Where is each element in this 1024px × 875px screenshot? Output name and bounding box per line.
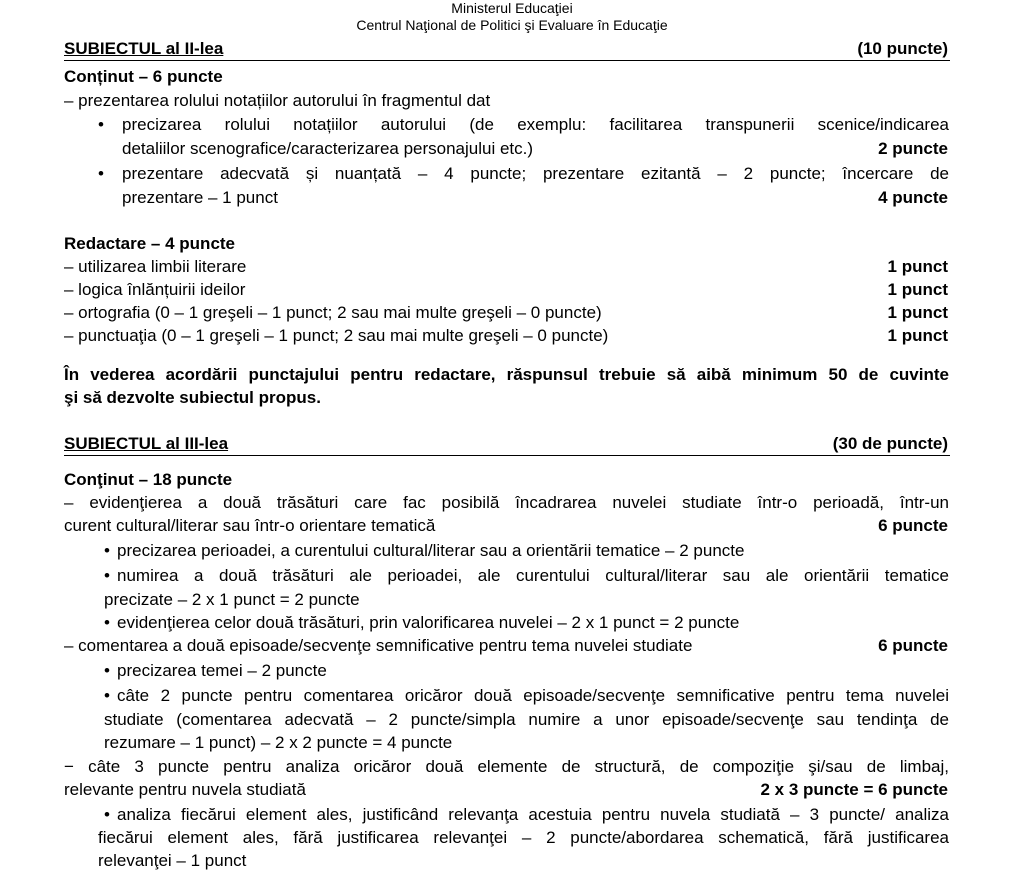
- bullet-icon: •: [98, 164, 104, 183]
- section-2-title: [64, 38, 223, 60]
- s3-item-a-line-2: curent cultural/literar sau într-o orientare tematică: [64, 516, 436, 535]
- s3-item-c-bullet-1-line-1: analiza fiecărui element ales, justificând relevanţa acestuia pentru nuvela studiată – 3 puncte/ analiza: [117, 805, 949, 824]
- redactare-item-2: – logica înlănțuirii ideilor: [64, 280, 246, 299]
- redactare-note-line-2: şi să dezvolte subiectul propus.: [64, 388, 321, 407]
- redactare-item-3-points: 1 punct: [887, 303, 948, 322]
- s3-item-c-line-1: − câte 3 puncte pentru analiza oricăror două elemente de structură, de compoziţie şi/sau de limbaj,: [64, 757, 949, 776]
- s2-bullet-1-line-2: detaliilor scenografice/caracterizarea personajului etc.): [122, 139, 534, 158]
- s2-bullet-2-line-2: prezentare – 1 punct: [122, 188, 278, 207]
- s3-item-b-bullet-2-line-1: câte 2 puncte pentru comentarea oricăror două episoade/secvenţe semnificative pentru tema nuvelei: [117, 686, 949, 705]
- bullet-icon: •: [98, 115, 104, 134]
- s3-item-a-line-1: – evidenţierea a două trăsături care fac posibilă încadrarea nuvelei studiate într-o perioadă, într-un: [64, 493, 949, 512]
- redactare-item-1: – utilizarea limbii literare: [64, 257, 247, 276]
- bullet-icon: •: [104, 541, 110, 560]
- s3-item-b-bullet-2-line-3: rezumare – 1 punct) – 2 x 2 puncte = 4 puncte: [104, 733, 453, 752]
- s3-item-c-line-2: relevante pentru nuvela studiată: [64, 780, 306, 799]
- s3-item-a-bullet-2-line-2: precizate – 2 x 1 punct = 2 puncte: [104, 590, 360, 609]
- section-2-title-text: SUBIECTUL al II-lea: [64, 39, 224, 58]
- center-name: Centrul Naţional de Politici şi Evaluare în Educaţie: [356, 17, 668, 33]
- bullet-icon: •: [104, 566, 110, 585]
- section-3-points: (30 de puncte): [832, 434, 948, 453]
- section-3-rule: [64, 455, 950, 456]
- s3-item-a-bullet-1: precizarea perioadei, a curentului cultural/literar sau a orientării tematice – 2 puncte: [117, 541, 745, 560]
- bullet-icon: •: [104, 613, 110, 632]
- s3-item-c-points: 2 x 3 puncte = 6 puncte: [760, 780, 948, 799]
- s2-bullet-2-line-1: prezentare adecvată și nuanțată – 4 puncte; prezentare ezitantă – 2 puncte; încercare de: [122, 164, 949, 183]
- redactare-note-line-1: În vederea acordării punctajului pentru redactare, răspunsul trebuie să aibă minimum 50 de cuvinte: [64, 365, 949, 384]
- s3-item-b-line-1: – comentarea a două episoade/secvenţe semnificative pentru tema nuvelei studiate: [64, 636, 693, 655]
- section-3-title: [64, 433, 228, 455]
- s3-item-b-bullet-1: precizarea temei – 2 puncte: [117, 661, 327, 680]
- section-2-item-1: – prezentarea rolului notațiilor autorului în fragmentul dat: [64, 91, 491, 110]
- redactare-item-3: – ortografia (0 – 1 greşeli – 1 punct; 2 sau mai multe greşeli – 0 puncte): [64, 303, 602, 322]
- section-2-redactare-heading: Redactare – 4 puncte: [64, 234, 236, 253]
- redactare-item-2-points: 1 punct: [887, 280, 948, 299]
- redactare-item-1-points: 1 punct: [887, 257, 948, 276]
- section-2-continut-heading: Conținut – 6 puncte: [64, 67, 223, 86]
- s3-item-a-bullet-2-line-1: numirea a două trăsături ale perioadei, ale curentului cultural/literar sau ale orientării tematice: [117, 566, 949, 585]
- ministry-name: Ministerul Educaţiei: [451, 0, 573, 16]
- s2-bullet-1-line-1: precizarea rolului notațiilor autorului (de exemplu: facilitarea transpunerii scenice/indicarea: [122, 115, 949, 134]
- bullet-icon: •: [104, 686, 110, 705]
- section-3-title-text: SUBIECTUL al III-lea: [64, 434, 229, 453]
- redactare-item-4: – punctuaţia (0 – 1 greşeli – 1 punct; 2 sau mai multe greşeli – 0 puncte): [64, 326, 609, 345]
- s3-item-b-points: 6 puncte: [878, 636, 948, 655]
- section-3-continut-heading: Conţinut – 18 puncte: [64, 470, 233, 489]
- section-2-rule: [64, 60, 950, 61]
- s2-bullet-1-points: 2 puncte: [878, 139, 948, 158]
- redactare-item-4-points: 1 punct: [887, 326, 948, 345]
- s3-item-a-bullet-3: evidenţierea celor două trăsături, prin valorificarea nuvelei – 2 x 1 punct = 2 puncte: [117, 613, 740, 632]
- bullet-icon: •: [104, 805, 110, 824]
- s2-bullet-2-points: 4 puncte: [878, 188, 948, 207]
- bullet-icon: •: [104, 661, 110, 680]
- s3-item-a-points: 6 puncte: [878, 516, 948, 535]
- s3-item-c-bullet-1-line-3: relevanţei – 1 punct: [98, 851, 247, 870]
- section-2-points: (10 puncte): [857, 39, 948, 58]
- s3-item-c-bullet-1-line-2: fiecărui element ales, fără justificarea relevanţei – 2 puncte/abordarea schematică, fără justificarea: [98, 828, 949, 847]
- s3-item-b-bullet-2-line-2: studiate (comentarea adecvată – 2 puncte/simpla numire a unor episoade/secvenţe sau tendinţa de: [104, 710, 949, 729]
